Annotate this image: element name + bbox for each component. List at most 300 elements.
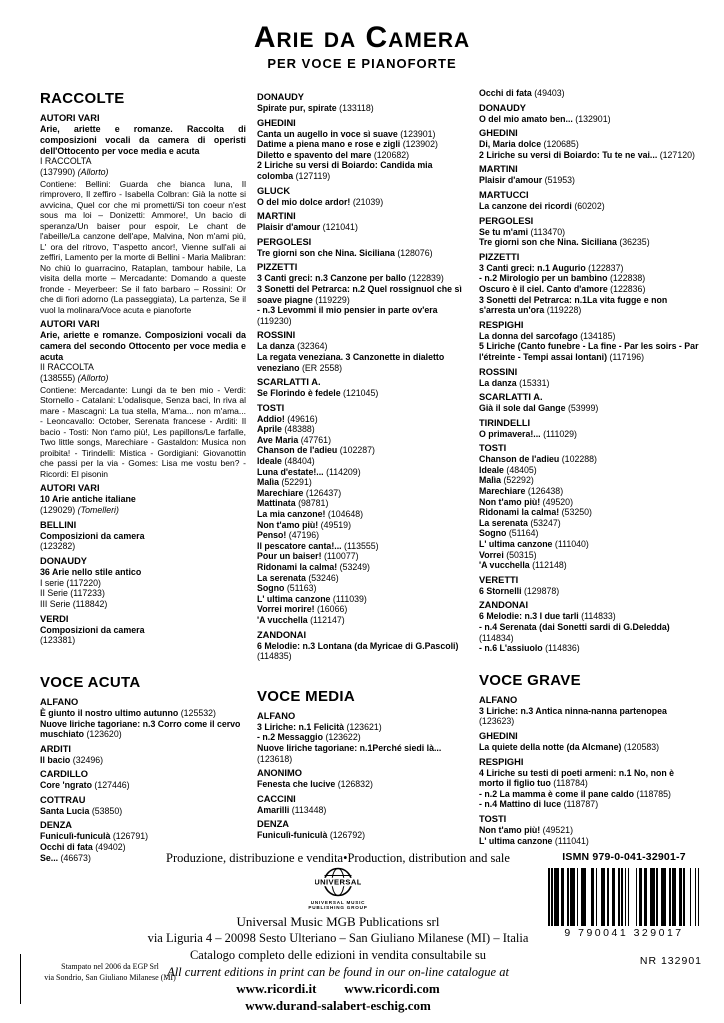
work-title: O del mio amato ben... [479, 113, 576, 124]
work-entry [479, 341, 700, 362]
work-entry [479, 454, 700, 465]
catalog-number: (121041) [322, 222, 358, 233]
work-title: La quiete della notte (da Alcmane) [479, 741, 624, 752]
catalog-number: (118784) [553, 778, 588, 789]
composer-name: ARDITI [40, 743, 71, 754]
catalog-number: (123623) [479, 716, 515, 727]
work-title: Malìa [479, 475, 504, 486]
catalog-number: (122839) [408, 273, 444, 284]
edition-line: I serie (117220) [40, 577, 101, 588]
composer-name: ROSSINI [257, 330, 296, 341]
composer-name: VERETTI [479, 574, 519, 585]
work-entry [257, 388, 468, 399]
composer-name: VERDI [40, 613, 69, 624]
catalog-number: (111039) [332, 593, 367, 604]
work-title: Malìa [257, 477, 282, 488]
work-title: 6 Melodie: n.3 I due tarli [479, 611, 582, 622]
work-entry [257, 424, 468, 435]
catalog-number: (134185) [580, 330, 616, 341]
editor-name: (Allorto) [77, 373, 109, 384]
work-entry [257, 477, 468, 488]
catalog-number: (132901) [575, 113, 611, 124]
company-address: via Liguria 4 – 20098 Sesto Ulteriano – San Giuliano Milanese (MI) – Italia [147, 930, 529, 945]
composer-name: DONAUDY [479, 102, 527, 113]
catalog-number: (51953) [544, 175, 575, 186]
catalog-number: (112147) [310, 614, 345, 625]
contents-description: Contiene: Mercadante: Lungi da te ben mio - Verdi: Stornello - Catalani: L'odalisque, Senza baci, In riva al mare - Mascagni: La tua stella, M'ama... non m'ama... - Leoncavallo: October, Serenata francese - Arditi: Il bacio - Tosti: Non t'amo più!, Les papillons/Le farfalle, Two little songs, Marechiare - Gastaldon: Musica non proibita! - Tirindelli: Mistica - Gordigiani: Giovanottin che passi per la via - Gomes: Lisa me vostu ben? - Ricordi: El pisonin [40, 384, 246, 479]
composer-name: SCARLATTI A. [479, 392, 543, 403]
work-entry [479, 742, 700, 753]
work-title: 3 Liriche: n.3 Antica ninna-nanna partenopea [479, 705, 667, 716]
catalog-number: (123620) [86, 729, 122, 740]
catalog-number: (52291) [281, 477, 312, 488]
work-title: 2 Liriche su versi di Boiardo: Tu te ne vai... [479, 149, 660, 160]
composer-name: ALFANO [257, 710, 296, 721]
catalog-number: (114835) [257, 651, 292, 662]
work-entry [479, 378, 700, 389]
company-name: Universal Music MGB Publications srl [236, 913, 440, 929]
url-ricordi-it: www.ricordi.it [236, 980, 317, 996]
work-title: Penso! [257, 530, 289, 541]
catalog-number: (114209) [326, 466, 361, 477]
composer-name: MARTUCCI [479, 189, 529, 200]
ismn-number: ISMN 979-0-041-32901-7 [562, 851, 686, 863]
barcode-digits: 9 790041 329017 [564, 927, 684, 939]
catalog-number: (36235) [619, 237, 650, 248]
composer-name: DENZA [40, 820, 73, 831]
work-entry [257, 160, 468, 181]
work-group-title: 10 Arie antiche italiane [40, 494, 136, 505]
work-entry [479, 486, 700, 497]
composer-name: PIZZETTI [479, 251, 520, 262]
work-entry [257, 722, 468, 733]
catalog-column-left [40, 88, 246, 863]
plate-number: NR 132901 [639, 955, 702, 967]
catalog-number: (53246) [308, 572, 339, 583]
composer-name: ALFANO [40, 696, 79, 707]
work-entry [479, 403, 700, 414]
catalog-number: (137990) [40, 166, 78, 177]
catalog-number: (138555) [40, 373, 78, 384]
catalog-number-line [40, 505, 246, 516]
work-entry [479, 114, 700, 125]
composer-name: GLUCK [257, 185, 291, 196]
composer-name: PERGOLESI [479, 215, 534, 226]
section-heading: VOCE MEDIA [257, 687, 356, 705]
work-entry [257, 530, 468, 541]
work-entry [257, 129, 468, 140]
work-entry [479, 706, 700, 727]
edition-line: III Serie (118842) [40, 598, 108, 609]
catalog-columns [40, 88, 700, 863]
url-durand-salabert: www.durand-salabert-eschig.com [245, 997, 431, 1013]
work-entry [40, 780, 246, 791]
svg-text:UNIVERSAL: UNIVERSAL [315, 877, 361, 887]
crop-mark [20, 954, 21, 1004]
work-entry [257, 641, 468, 662]
catalog-number: (32364) [297, 341, 328, 352]
work-entry [479, 139, 700, 150]
work-title: 3 Sonetti del Petrarca: n.1La vita fugge e non s'arresta un'ora [479, 294, 668, 316]
work-entry [257, 305, 468, 326]
work-entry [40, 719, 246, 740]
work-title: Diletto e spavento del mare [257, 149, 374, 160]
catalog-number: (120583) [623, 741, 660, 752]
work-title: Nuove liriche tagoriane: n.3 Corro come il cervo muschiato [40, 718, 241, 740]
composer-name: AUTORI VARI [40, 483, 100, 494]
work-entry [479, 237, 700, 248]
catalog-number: (51163) [286, 583, 317, 594]
work-entry [257, 248, 468, 259]
section-heading: VOCE ACUTA [40, 673, 141, 691]
catalog-number: (53850) [91, 805, 123, 816]
catalog-number: (53247) [530, 517, 561, 528]
work-title: Se Florindo è fedele [257, 388, 344, 399]
work-entry [257, 541, 468, 552]
work-title: Tre giorni son che Nina. Siciliana [257, 247, 398, 258]
catalog-number: (15331) [519, 377, 550, 388]
work-entry [40, 806, 246, 817]
catalog-number: (47196) [288, 530, 320, 541]
work-title: Occhi di fata [479, 88, 535, 98]
catalog-number: (129878) [523, 585, 560, 596]
catalog-number: (127120) [659, 149, 695, 160]
catalog-number: (49519) [320, 519, 351, 530]
work-title: - n.2 La mamma è come il pane caldo [479, 788, 637, 799]
work-title: - n.3 Levommi il mio pensier in parte ov'era [257, 305, 438, 316]
work-title: 2 Liriche su versi di Boiardo: Candida mia colomba [257, 160, 433, 181]
work-entry [257, 435, 468, 446]
catalog-number: (49521) [542, 824, 573, 835]
catalog-number: (113470) [530, 226, 566, 237]
edition-line: II RACCOLTA [40, 362, 94, 373]
work-title: Spirate pur, spirate [257, 103, 340, 113]
catalog-number-line [40, 167, 246, 178]
work-title: Ideale [479, 464, 507, 475]
work-title: Amarilli [257, 804, 292, 815]
composer-name: DENZA [257, 819, 290, 830]
work-title: Fenesta che lucive [257, 779, 338, 790]
catalog-number: (120682) [373, 149, 410, 160]
catalog-number: (49616) [287, 413, 318, 424]
work-entry [257, 103, 468, 114]
work-entry [479, 475, 700, 486]
work-title: Non t'amo più! [479, 496, 543, 507]
work-title: 'A vucchella [257, 614, 311, 625]
composer-name: MARTINI [479, 164, 518, 175]
work-entry [257, 743, 468, 764]
work-title: Plaisir d'amour [479, 175, 545, 186]
editor-name: (Tomelleri) [77, 504, 119, 515]
universal-logo-caption [128, 900, 548, 911]
composer-name: CARDILLO [40, 769, 89, 780]
catalog-number: (111029) [543, 428, 577, 439]
printer-line1: Stampato nel 2006 da EGP Srl [61, 962, 159, 971]
work-title: Già il sole dal Gange [479, 403, 568, 414]
work-title: Nuove liriche tagoriane: n.1Perché siedi là... [257, 742, 442, 753]
work-entry [257, 562, 468, 573]
publisher-footer [128, 851, 548, 1014]
work-entry [479, 768, 700, 789]
catalog-number: (46673) [60, 852, 91, 863]
work-entry [479, 465, 700, 476]
work-title: 3 Canti greci: n.1 Augurio [479, 262, 589, 273]
catalog-number: (118787) [563, 799, 599, 810]
work-title: Ave Maria [257, 434, 301, 445]
composer-name: SCARLATTI A. [257, 377, 321, 388]
work-entry [257, 456, 468, 467]
catalog-number: (127119) [295, 170, 331, 181]
work-entry [479, 284, 700, 295]
contents-description: Contiene: Bellini: Guarda che bianca luna, Il rimprovero, Il zeffiro - Isabella Colbran: Già la notte si avvicina, Quel cor che mi prometti/Si ton coeur n'est sous ma loi – Donizetti: Ammore!, Un bacio di speranza/Un baiser pour espoir, Le chant de l'abeille/La canzone dell'ape, Malvina, Non m'ami più, L' ora del ritrovo, T'aspetto ancor!, Vienne sull'ali ai zeffiri, Lamento per la morte di Bellini - Maria Malibran: No chiù lo guarracino, Rataplan, tambour habile, La visita della morte – Mercadante: Domando a queste fronde - Meyerbeer: Se il fato barbaro – Rossini: Or che di fiori adorno (La passeggiata), La partenza, Se il vuol la molinara/Voce acuta e pianoforte [40, 178, 246, 315]
catalog-number: (126437) [305, 487, 342, 498]
work-title: L' ultima canzone [257, 593, 333, 604]
composer-name: CACCINI [257, 793, 296, 804]
work-entry [479, 528, 700, 539]
work-title: Datime a piena mano e rose e zigli [257, 139, 403, 150]
work-title: Marechiare [257, 487, 306, 498]
section-heading: RACCOLTE [40, 90, 125, 107]
composer-name: BELLINI [40, 519, 77, 530]
page-title: Arie da Camera [253, 21, 471, 54]
work-title: - n.2 Mirologio per un bambino [479, 273, 610, 284]
composer-name: TIRINDELLI [479, 417, 531, 428]
work-title: Sogno [479, 528, 509, 539]
edition-line: II Serie (117233) [40, 588, 105, 599]
work-entry [257, 520, 468, 531]
composer-name: COTTRAU [40, 794, 86, 805]
work-title: Funiculì-funiculà [257, 830, 330, 841]
work-title: L' ultima canzone [479, 835, 555, 846]
work-entry [479, 550, 700, 561]
work-title: È giunto il nostro ultimo autunno [40, 707, 181, 718]
catalog-number: (112148) [532, 560, 567, 571]
section-gap [479, 654, 700, 670]
catalog-number: (49402) [95, 842, 126, 853]
work-title: - n.4 Serenata (dai Sonetti sardi di G.Deledda) [479, 622, 670, 632]
catalog-number: (48405) [506, 464, 537, 475]
barcode-bars [548, 868, 700, 926]
composer-name: RESPIGHI [479, 319, 524, 330]
work-entry [257, 551, 468, 562]
catalog-number: (119230) [257, 315, 292, 326]
work-title: L' ultima canzone [479, 539, 555, 550]
work-title: - n.6 L'assiuolo [479, 643, 546, 654]
work-title: Pour un baiser! [257, 551, 324, 562]
work-title: Chanson de l'adieu [257, 445, 340, 456]
work-entry [479, 175, 700, 186]
catalog-number: (110077) [323, 551, 359, 562]
printer-info [30, 962, 190, 983]
catalog-number: (60202) [574, 200, 605, 211]
work-title: Core 'ngrato [40, 780, 95, 791]
composer-name: PERGOLESI [257, 236, 312, 247]
catalog-number: (52292) [503, 475, 534, 486]
work-entry [479, 273, 700, 284]
page-subtitle: PER VOCE E PIANOFORTE [267, 56, 457, 71]
work-title: La danza [479, 377, 520, 388]
work-title: La donna del sarcofago [479, 330, 581, 341]
catalog-column-right [479, 88, 700, 863]
work-title: 5 Liriche (Canto funebre - La fine - Par les soirs - Par l'étreinte - Tempi assai lontani) [479, 341, 699, 362]
catalog-number: (123618) [257, 753, 293, 764]
work-title: - n.2 Messaggio [257, 732, 326, 743]
composer-name: DONAUDY [40, 555, 88, 566]
catalog-number: (133118) [339, 103, 374, 113]
edition-line: (123282) [40, 541, 76, 552]
work-entry [479, 611, 700, 622]
catalog-number: (123621) [346, 721, 382, 732]
work-title: Santa Lucia [40, 805, 92, 816]
work-title: O primavera!... [479, 428, 544, 439]
work-entry [479, 825, 700, 836]
composer-name: ANONIMO [257, 768, 302, 779]
catalog-number: (21039) [352, 196, 384, 207]
work-title: Funiculì-funiculà [40, 831, 113, 842]
catalog-number: (120685) [543, 139, 579, 150]
work-title: Occhi di fata [40, 842, 96, 853]
work-title: Ideale [257, 456, 285, 467]
work-entry [479, 331, 700, 342]
catalog-number: (122838) [609, 273, 646, 284]
work-entry [479, 586, 700, 597]
catalog-number: (48388) [284, 424, 315, 435]
work-title: 4 Liriche su testi di poeti armeni: n.1 No, non è morto il figlio tuo [479, 767, 675, 789]
production-line: Produzione, distribuzione e vendita•Production, distribution and sale [166, 851, 510, 865]
work-entry [257, 352, 468, 373]
composer-name: TOSTI [479, 443, 507, 454]
work-entry [257, 139, 468, 150]
composer-name: GHEDINI [257, 117, 296, 128]
work-group-title: Arie, ariette e romanze. Raccolta di composizioni vocali da camera di operisti dell'Ottocento per voce media e acuta [40, 124, 246, 156]
composer-name: AUTORI VARI [40, 319, 100, 330]
work-title: - n.4 Mattino di luce [479, 799, 564, 810]
work-entry [257, 573, 468, 584]
work-title: Il bacio [40, 754, 73, 765]
work-entry [257, 341, 468, 352]
work-entry [257, 467, 468, 478]
catalog-number: (122836) [610, 283, 646, 294]
work-entry [257, 583, 468, 594]
work-title: Tre giorni son che Nina. Siciliana [479, 237, 620, 248]
work-entry [479, 263, 700, 274]
section-gap [257, 662, 468, 686]
work-entry [479, 227, 700, 238]
work-entry [479, 429, 700, 440]
composer-name: GHEDINI [479, 128, 518, 139]
work-entry [479, 497, 700, 508]
work-group-title: Arie, ariette e romanze. Composizioni vocali da camera del secondo Ottocento per voce media e acuta [40, 330, 246, 362]
work-title: Vorrei morire! [257, 604, 317, 615]
catalog-number: (118785) [636, 788, 671, 799]
composer-name: TOSTI [479, 813, 507, 824]
work-entry [479, 518, 700, 529]
work-group-title: Composizioni da camera [40, 530, 145, 541]
work-entry [479, 622, 700, 643]
catalog-number: (98781) [298, 498, 329, 509]
composer-name: GHEDINI [479, 730, 518, 741]
work-title: Chanson de l'adieu [479, 454, 562, 465]
editor-name: (Allorto) [77, 166, 109, 177]
work-title: Aprile [257, 424, 285, 435]
catalog-number: (119228) [546, 305, 582, 316]
work-entry [40, 755, 246, 766]
catalog-column-middle [257, 88, 468, 863]
work-group-title: Composizioni da camera [40, 624, 145, 635]
work-entry [257, 594, 468, 605]
globe-icon [315, 867, 361, 899]
composer-name: AUTORI VARI [40, 113, 100, 123]
work-title: Se tu m'ami [479, 226, 531, 237]
catalog-number: (47761) [300, 434, 332, 445]
catalog-number: (122837) [588, 262, 624, 273]
work-entry [257, 732, 468, 743]
catalog-number: (102288) [561, 454, 597, 465]
work-title: O del mio dolce ardor! [257, 196, 353, 207]
composer-name: RESPIGHI [479, 756, 524, 767]
work-entry [257, 284, 468, 305]
catalog-number: (53249) [339, 562, 370, 572]
work-title: Non t'amo più! [257, 519, 321, 530]
work-entry [479, 150, 700, 161]
work-title: Ridonami la calma! [479, 507, 562, 518]
url-ricordi-com: www.ricordi.com [344, 980, 440, 996]
universal-logo [128, 867, 548, 911]
work-title: La regata veneziana. 3 Canzonette in dialetto veneziano [257, 351, 445, 373]
work-title: La serenata [257, 572, 309, 583]
section-heading: VOCE GRAVE [479, 671, 581, 689]
work-entry [257, 779, 468, 790]
edition-line: (123381) [40, 635, 76, 646]
work-title: Ridonami la calma! [257, 562, 340, 572]
work-title: La mia canzone! [257, 509, 328, 520]
barcode-bar [698, 868, 700, 926]
work-title: Addio! [257, 413, 288, 424]
work-entry [257, 197, 468, 208]
catalog-number: (111040) [554, 539, 589, 550]
work-entry [40, 831, 246, 842]
catalog-number: (126832) [337, 779, 373, 790]
printer-line2: via Sondrio, San Giuliano Milanese (MI) [44, 972, 176, 982]
work-entry [479, 560, 700, 571]
work-group-title: 36 Arie nello stile antico [40, 566, 142, 577]
work-title: Luna d'estate!... [257, 466, 327, 477]
work-title: La serenata [479, 517, 531, 528]
work-entry [479, 88, 700, 99]
website-urls [128, 981, 548, 997]
catalog-number: (113555) [344, 540, 379, 551]
composer-name: PIZZETTI [257, 262, 298, 273]
composer-name: DONAUDY [257, 92, 305, 102]
work-entry [479, 201, 700, 212]
catalog-number: (32496) [72, 754, 104, 765]
catalog-number: (48404) [284, 456, 315, 467]
catalog-number: (16066) [316, 604, 348, 615]
catalog-number: (114833) [581, 611, 616, 622]
catalog-number: (126792) [329, 830, 366, 841]
catalog-number: (121045) [343, 388, 379, 399]
work-entry [479, 539, 700, 550]
work-entry [257, 830, 468, 841]
catalog-number: (119229) [315, 294, 350, 305]
work-title: 3 Liriche: n.1 Felicità [257, 721, 347, 732]
catalog-note-en: All current editions in print can be found in our on-line catalogue at [167, 964, 509, 979]
catalog-number: (114836) [545, 643, 580, 654]
composer-name: ZANDONAI [479, 600, 529, 611]
work-entry [257, 445, 468, 456]
catalog-number: (123622) [325, 732, 361, 743]
work-title: La danza [257, 341, 298, 352]
